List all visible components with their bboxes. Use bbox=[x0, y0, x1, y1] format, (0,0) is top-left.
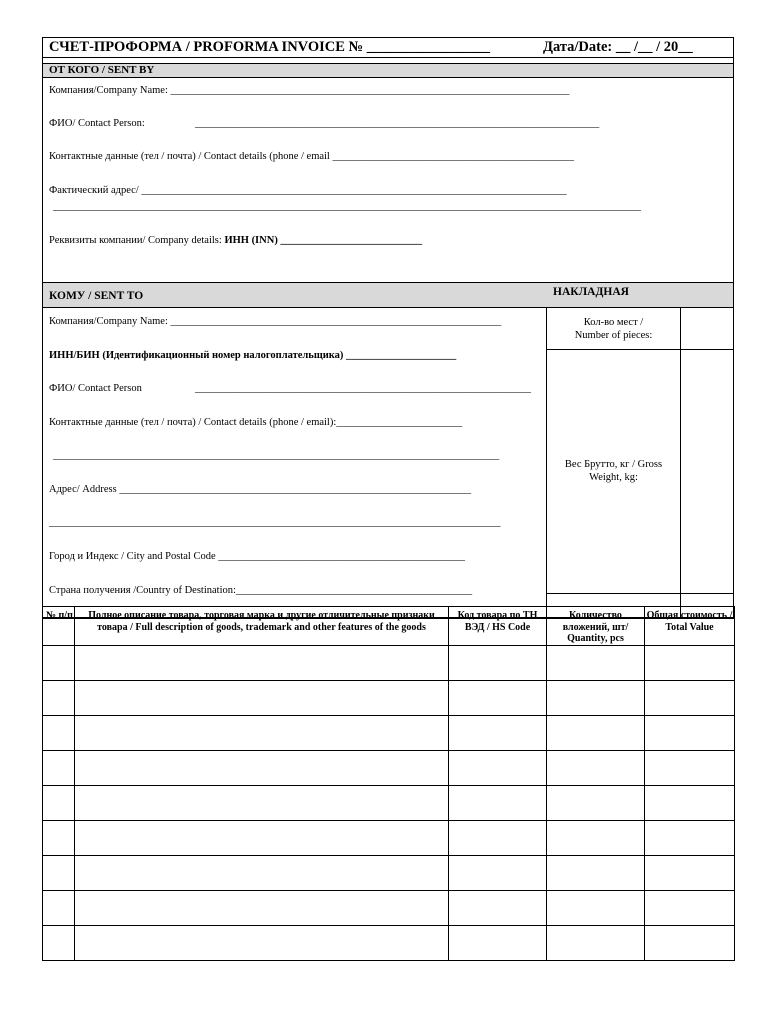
recipient-country-field[interactable]: Страна получения /Country of Destination:_____________________________________________ bbox=[49, 585, 473, 596]
column-header-hs-code: Код товара по ТН ВЭД / HS Code bbox=[449, 607, 547, 646]
cell-number[interactable] bbox=[43, 750, 75, 785]
sender-details-field[interactable]: Контактные данные (тел / почта) / Contact details (phone / email ______________________________________________ bbox=[49, 151, 574, 162]
cell-number[interactable] bbox=[43, 890, 75, 925]
sender-address-field[interactable]: Фактический адрес/ _________________________________________________________________________________ bbox=[49, 185, 567, 196]
waybill-section bbox=[547, 283, 733, 617]
cell-number[interactable] bbox=[43, 925, 75, 960]
recipient-company-field[interactable]: Компания/Company Name: _______________________________________________________________ bbox=[49, 316, 502, 327]
column-header-quantity: Количество вложений, шт/ Quantity, pcs bbox=[547, 607, 645, 646]
cell-quantity[interactable] bbox=[547, 785, 645, 820]
cell-description[interactable] bbox=[75, 820, 449, 855]
cell-quantity[interactable] bbox=[547, 715, 645, 750]
cell-quantity[interactable] bbox=[547, 750, 645, 785]
cell-quantity[interactable] bbox=[547, 855, 645, 890]
cell-quantity[interactable] bbox=[547, 890, 645, 925]
cell-total-value[interactable] bbox=[645, 855, 735, 890]
recipient-city-field[interactable]: Город и Индекс / City and Postal Code _______________________________________________ bbox=[49, 551, 466, 562]
column-header-number: № п/п bbox=[43, 607, 75, 646]
cell-quantity[interactable] bbox=[547, 820, 645, 855]
cell-hs-code[interactable] bbox=[449, 680, 547, 715]
cell-hs-code[interactable] bbox=[449, 645, 547, 680]
cell-total-value[interactable] bbox=[645, 645, 735, 680]
waybill-pieces-value[interactable] bbox=[681, 309, 733, 349]
cell-hs-code[interactable] bbox=[449, 785, 547, 820]
cell-total-value[interactable] bbox=[645, 680, 735, 715]
sender-section-title: ОТ КОГО / SENT BY bbox=[43, 64, 733, 78]
recipient-contact-label: ФИО/ Contact Person bbox=[49, 383, 142, 394]
table-row bbox=[43, 645, 735, 680]
recipient-address-field[interactable]: Адрес/ Address ___________________________________________________________________ bbox=[49, 484, 472, 495]
sender-inn-field[interactable]: ИНН (INN) ___________________________ bbox=[224, 235, 423, 246]
cell-total-value[interactable] bbox=[645, 750, 735, 785]
cell-hs-code[interactable] bbox=[449, 820, 547, 855]
cell-total-value[interactable] bbox=[645, 925, 735, 960]
invoice-title: СЧЕТ-ПРОФОРМА / PROFORMA INVOICE № _________________ bbox=[49, 39, 490, 55]
sender-requisites-label: Реквизиты компании/ Company details: bbox=[49, 235, 222, 246]
waybill-title: НАКЛАДНАЯ bbox=[547, 283, 733, 308]
waybill-divider bbox=[547, 593, 733, 594]
cell-number[interactable] bbox=[43, 715, 75, 750]
items-table-body bbox=[43, 645, 735, 960]
cell-description[interactable] bbox=[75, 925, 449, 960]
cell-total-value[interactable] bbox=[645, 715, 735, 750]
invoice-form bbox=[42, 37, 734, 619]
cell-total-value[interactable] bbox=[645, 785, 735, 820]
recipient-blank-line[interactable]: _____________________________________________________________________________________ bbox=[53, 450, 500, 461]
column-header-total-value: Общая стоимость / Total Value bbox=[645, 607, 735, 646]
cell-hs-code[interactable] bbox=[449, 890, 547, 925]
recipient-section bbox=[43, 283, 547, 617]
cell-description[interactable] bbox=[75, 645, 449, 680]
cell-description[interactable] bbox=[75, 855, 449, 890]
sender-section bbox=[43, 78, 733, 283]
cell-number[interactable] bbox=[43, 855, 75, 890]
cell-description[interactable] bbox=[75, 680, 449, 715]
cell-hs-code[interactable] bbox=[449, 925, 547, 960]
waybill-weight-value[interactable] bbox=[681, 350, 733, 593]
cell-quantity[interactable] bbox=[547, 680, 645, 715]
cell-hs-code[interactable] bbox=[449, 715, 547, 750]
cell-hs-code[interactable] bbox=[449, 855, 547, 890]
table-row bbox=[43, 890, 735, 925]
invoice-date: Дата/Date: __ /__ / 20__ bbox=[543, 39, 693, 55]
sender-contact-label: ФИО/ Contact Person: bbox=[49, 118, 145, 129]
cell-quantity[interactable] bbox=[547, 925, 645, 960]
table-row bbox=[43, 715, 735, 750]
table-row bbox=[43, 820, 735, 855]
items-table bbox=[42, 606, 735, 961]
sender-contact-field[interactable]: _____________________________________________________________________________ bbox=[195, 118, 600, 129]
sender-requisites bbox=[49, 235, 422, 246]
cell-description[interactable] bbox=[75, 890, 449, 925]
waybill-weight-label: Вес Брутто, кг / Gross Weight, kg: bbox=[564, 459, 663, 483]
cell-hs-code[interactable] bbox=[449, 750, 547, 785]
cell-number[interactable] bbox=[43, 820, 75, 855]
cell-quantity[interactable] bbox=[547, 645, 645, 680]
waybill-pieces-label: Кол-во мест / Number of pieces: bbox=[574, 317, 653, 341]
recipient-tax-id-field[interactable]: ИНН/БИН (Идентификационный номер налогоплательщика) _____________________ bbox=[49, 350, 457, 361]
cell-total-value[interactable] bbox=[645, 820, 735, 855]
table-row bbox=[43, 925, 735, 960]
table-row bbox=[43, 785, 735, 820]
cell-number[interactable] bbox=[43, 680, 75, 715]
table-row bbox=[43, 750, 735, 785]
cell-number[interactable] bbox=[43, 645, 75, 680]
invoice-title-row bbox=[43, 38, 733, 58]
cell-description[interactable] bbox=[75, 750, 449, 785]
cell-description[interactable] bbox=[75, 715, 449, 750]
items-table-header bbox=[43, 607, 735, 646]
cell-number[interactable] bbox=[43, 785, 75, 820]
recipient-details-field[interactable]: Контактные данные (тел / почта) / Contact details (phone / email):________________________ bbox=[49, 417, 463, 428]
recipient-contact-field[interactable]: ________________________________________________________________ bbox=[195, 383, 531, 394]
sender-company-field[interactable]: Компания/Company Name: ____________________________________________________________________________ bbox=[49, 85, 570, 96]
recipient-section-title: КОМУ / SENT TO bbox=[43, 283, 547, 308]
cell-total-value[interactable] bbox=[645, 890, 735, 925]
table-row bbox=[43, 680, 735, 715]
column-header-description: Полное описание товара, торговая марка и другие отличительные признаки товара / Full description of goods, trademark and other features of the goods bbox=[75, 607, 449, 646]
recipient-blank-line2[interactable]: ______________________________________________________________________________________ bbox=[49, 517, 501, 528]
table-row bbox=[43, 855, 735, 890]
cell-description[interactable] bbox=[75, 785, 449, 820]
sender-address-line2[interactable]: ________________________________________________________________________________________________________________ bbox=[53, 201, 641, 212]
recipient-and-waybill bbox=[43, 283, 733, 618]
